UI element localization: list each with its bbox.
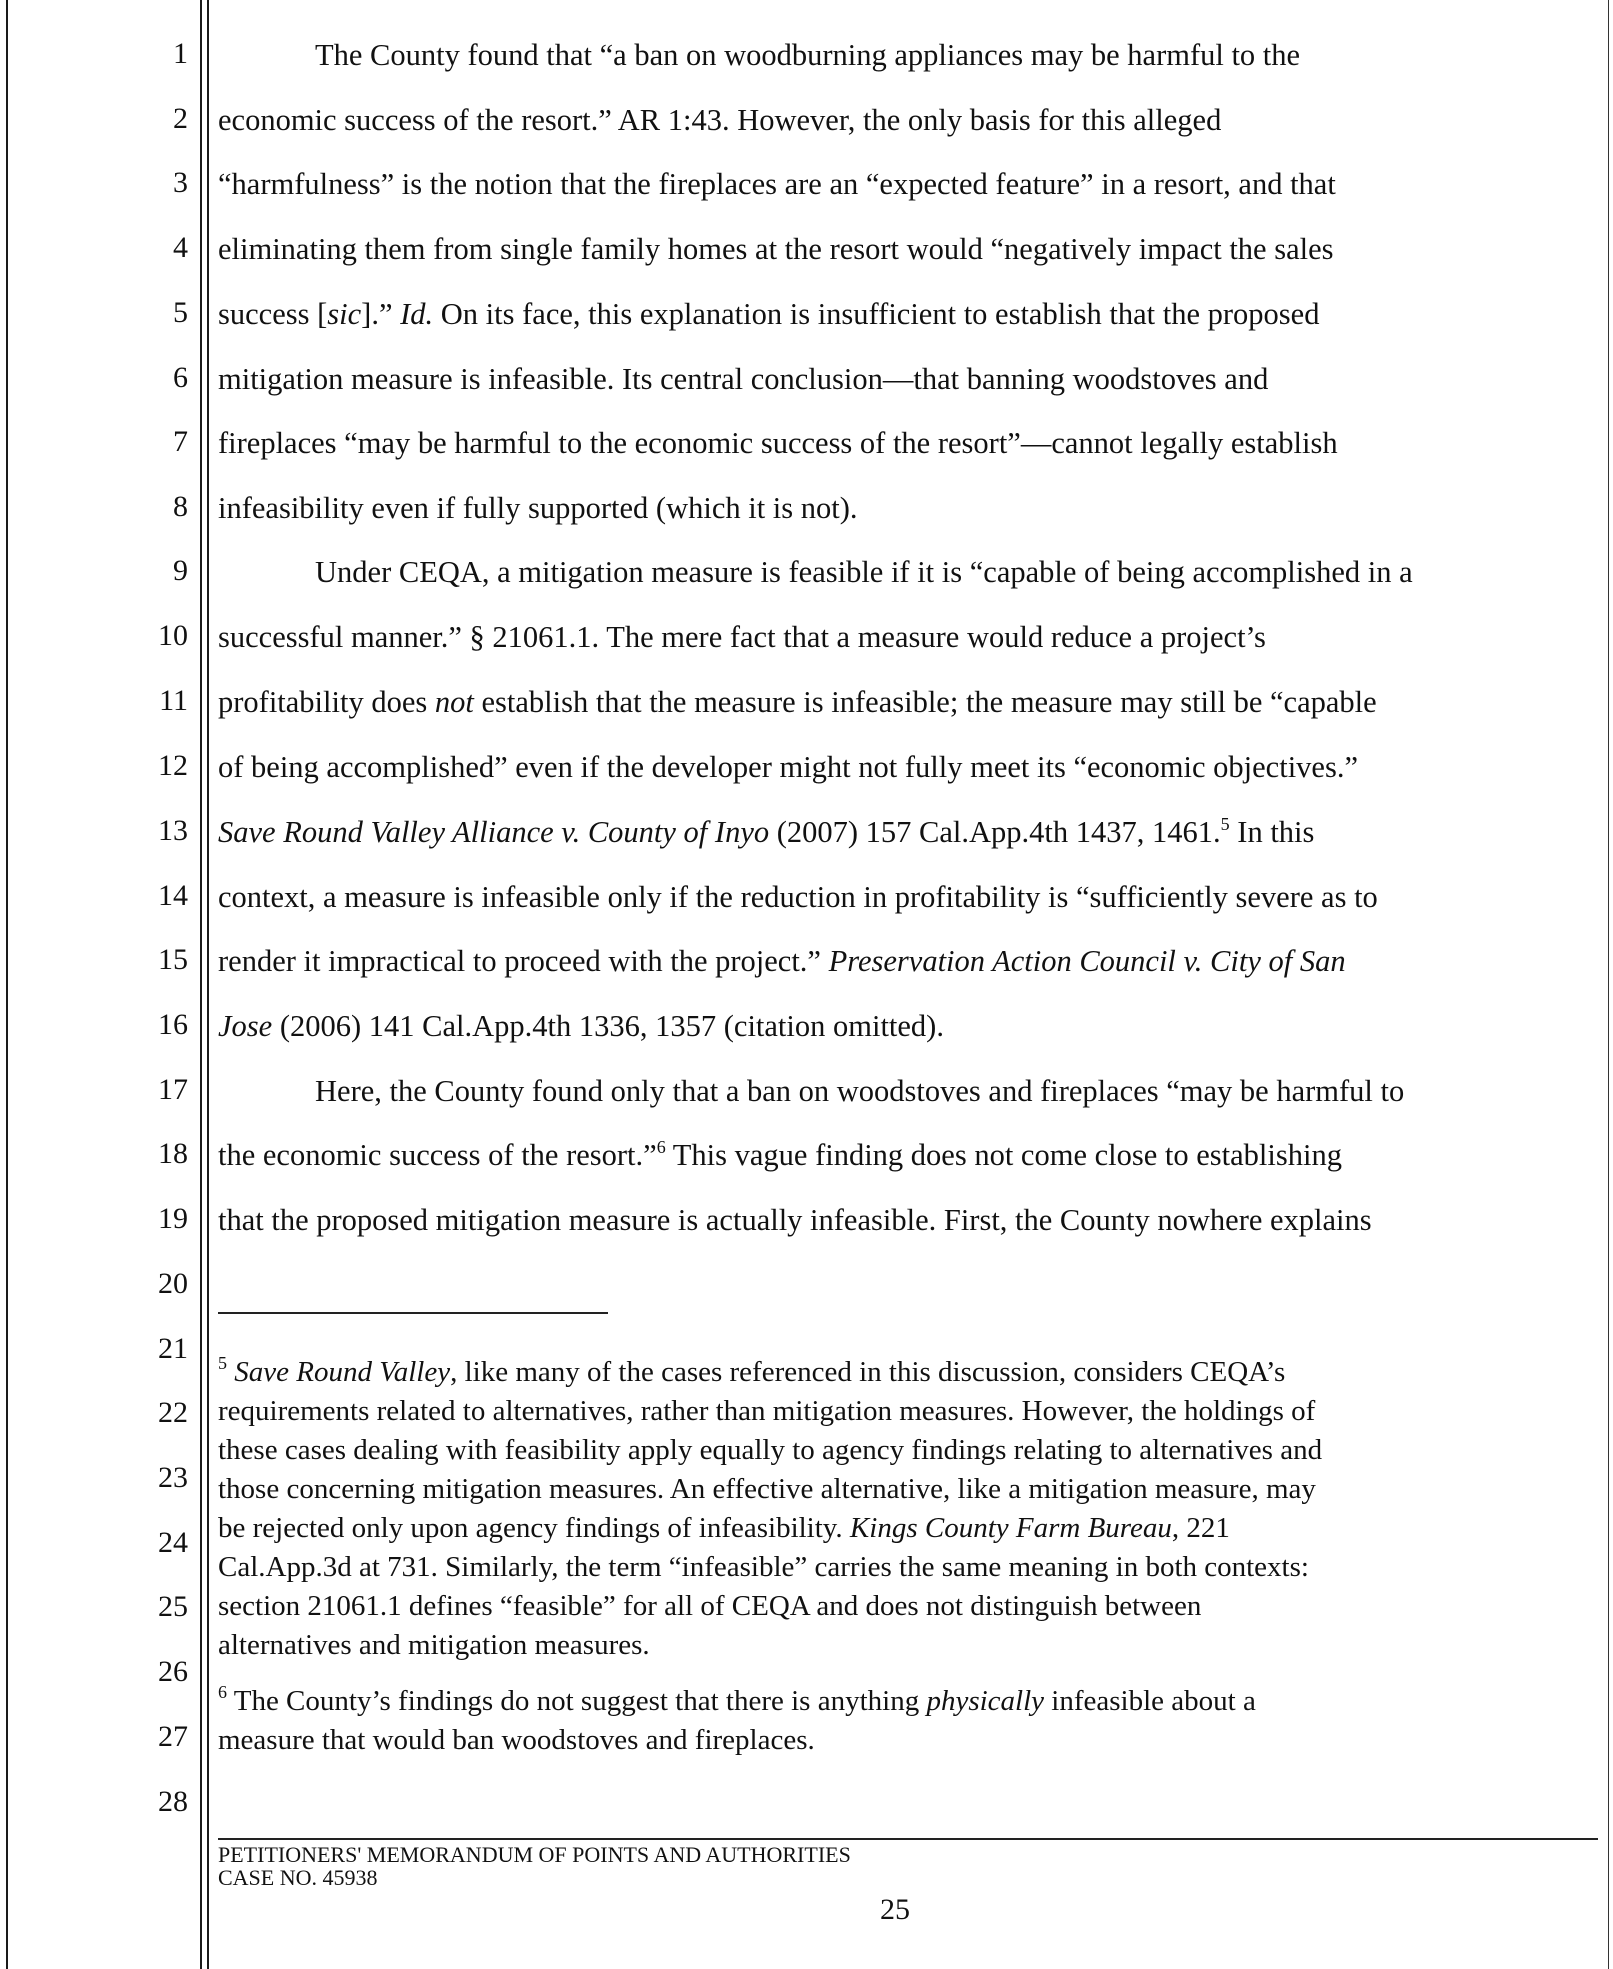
body-line: Under CEQA, a mitigation measure is feasible if it is “capable of being accomplished in a (315, 555, 1413, 589)
line-number: 6 (173, 361, 188, 394)
body-line: eliminating them from single family homes at the resort would “negatively impact the sales (218, 232, 1334, 266)
line-number: 28 (158, 1785, 188, 1818)
body-line: infeasibility even if fully supported (which it is not). (218, 491, 858, 525)
body-line: economic success of the resort.” AR 1:43. However, the only basis for this alleged (218, 103, 1222, 137)
body-line (218, 1008, 1598, 1044)
footnote-line: requirements related to alternatives, rather than mitigation measures. However, the holdings of (218, 1395, 1316, 1427)
body-line (218, 814, 1598, 850)
case-citation: Preservation Action Council v. City of San (828, 944, 1346, 978)
line-number: 7 (173, 425, 188, 458)
body-line: fireplaces “may be harmful to the economic success of the resort”—cannot legally establish (218, 426, 1338, 460)
line-number: 14 (158, 879, 188, 912)
case-citation: Jose (218, 1009, 273, 1043)
line-number: 18 (158, 1137, 188, 1170)
line-number: 27 (158, 1720, 188, 1753)
text-run: profitability does (218, 685, 435, 719)
line-number: 12 (158, 749, 188, 782)
line-number: 25 (158, 1590, 188, 1623)
footnote-line: these cases dealing with feasibility apply equally to agency findings relating to alternatives and (218, 1434, 1323, 1466)
line-number: 10 (158, 619, 188, 652)
body-line: “harmfulness” is the notion that the fireplaces are an “expected feature” in a resort, and that (218, 167, 1336, 201)
case-number: CASE NO. 45938 (218, 1865, 378, 1890)
body-line: that the proposed mitigation measure is actually infeasible. First, the County nowhere explains (218, 1203, 1372, 1237)
text-run: (2006) 141 Cal.App.4th 1336, 1357 (citation omitted). (272, 1009, 944, 1043)
text-run: success [ (218, 297, 328, 331)
text-run: , 221 (1171, 1512, 1230, 1544)
case-citation: Kings County Farm Bureau (849, 1512, 1172, 1544)
footnote-separator (218, 1312, 608, 1314)
case-citation: Save Round Valley Alliance v. County of Inyo (218, 815, 770, 849)
text-run: be rejected only upon agency findings of infeasibility. (218, 1512, 850, 1544)
body-line (218, 1137, 1598, 1173)
footer-separator (218, 1838, 1598, 1840)
line-number: 2 (173, 102, 188, 135)
text-run: The County’s findings do not suggest that there is anything (227, 1685, 927, 1717)
line-number: 4 (173, 231, 188, 264)
body-line: The County found that “a ban on woodburning appliances may be harmful to the (315, 38, 1301, 72)
line-number: 8 (173, 490, 188, 523)
text-run: establish that the measure is infeasible; the measure may still be “capable (473, 685, 1377, 719)
line-number-rule-inner (207, 0, 209, 1969)
line-number: 20 (158, 1267, 188, 1300)
body-line: of being accomplished” even if the developer might not fully meet its “economic objectives.” (218, 750, 1358, 784)
line-number: 5 (173, 296, 188, 329)
footnote-line: measure that would ban woodstoves and fireplaces. (218, 1724, 815, 1756)
line-number: 15 (158, 943, 188, 976)
text-run: This vague finding does not come close to establishing (665, 1138, 1342, 1172)
italic-run: Id. (400, 297, 434, 331)
footnote-ref: 5 (1220, 814, 1230, 834)
italic-run: not (434, 685, 474, 719)
body-line (218, 943, 1598, 979)
line-number-rule (200, 0, 202, 1969)
body-line: context, a measure is infeasible only if the reduction in profitability is “sufficiently severe as to (218, 880, 1378, 914)
footnote-ref: 6 (656, 1137, 666, 1157)
footnote-line: section 21061.1 defines “feasible” for all of CEQA and does not distinguish between (218, 1590, 1202, 1622)
line-number: 24 (158, 1526, 188, 1559)
body-line: Here, the County found only that a ban on woodstoves and fireplaces “may be harmful to (315, 1074, 1405, 1108)
text-run: (2007) 157 Cal.App.4th 1437, 1461. (769, 815, 1221, 849)
italic-run: sic (327, 297, 362, 331)
text-run: the economic success of the resort.” (218, 1138, 657, 1172)
line-number: 22 (158, 1396, 188, 1429)
line-numbers-column (0, 0, 190, 1969)
line-number: 17 (158, 1073, 188, 1106)
footnote-line: Cal.App.3d at 731. Similarly, the term “infeasible” carries the same meaning in both contexts: (218, 1551, 1309, 1583)
footnote-line (218, 1511, 1598, 1545)
line-number: 16 (158, 1008, 188, 1041)
page-number: 25 (880, 1893, 910, 1926)
line-number: 13 (158, 814, 188, 847)
footnote-line (218, 1355, 1598, 1389)
line-number: 26 (158, 1655, 188, 1688)
body-line (218, 684, 1598, 720)
footnote-line (218, 1684, 1598, 1718)
line-number: 11 (159, 684, 188, 717)
text-run: , like many of the cases referenced in this discussion, considers CEQA’s (450, 1356, 1286, 1388)
line-number: 1 (173, 37, 188, 70)
line-number: 9 (173, 554, 188, 587)
italic-run: physically (926, 1685, 1045, 1717)
line-number: 3 (173, 166, 188, 199)
footnote-marker: 5 (218, 1353, 227, 1373)
text-run: infeasible about a (1044, 1685, 1256, 1717)
document-title: PETITIONERS' MEMORANDUM OF POINTS AND AUTHORITIES (218, 1842, 851, 1867)
footnote-marker: 6 (218, 1682, 227, 1702)
line-number: 21 (158, 1332, 188, 1365)
body-line: mitigation measure is infeasible. Its central conclusion—that banning woodstoves and (218, 362, 1269, 396)
body-line (218, 296, 1598, 332)
footnote-line: those concerning mitigation measures. An effective alternative, like a mitigation measure, may (218, 1473, 1316, 1505)
text-run: render it impractical to proceed with the project.” (218, 944, 829, 978)
text-run: On its face, this explanation is insufficient to establish that the proposed (433, 297, 1320, 331)
text-run: ].” (361, 297, 401, 331)
body-line: successful manner.” § 21061.1. The mere fact that a measure would reduce a project’s (218, 620, 1266, 654)
line-number: 23 (158, 1461, 188, 1494)
line-number: 19 (158, 1202, 188, 1235)
case-citation: Save Round Valley (234, 1356, 451, 1388)
footnote-line: alternatives and mitigation measures. (218, 1629, 650, 1661)
right-border-rule (1608, 0, 1609, 1969)
text-run: In this (1229, 815, 1315, 849)
